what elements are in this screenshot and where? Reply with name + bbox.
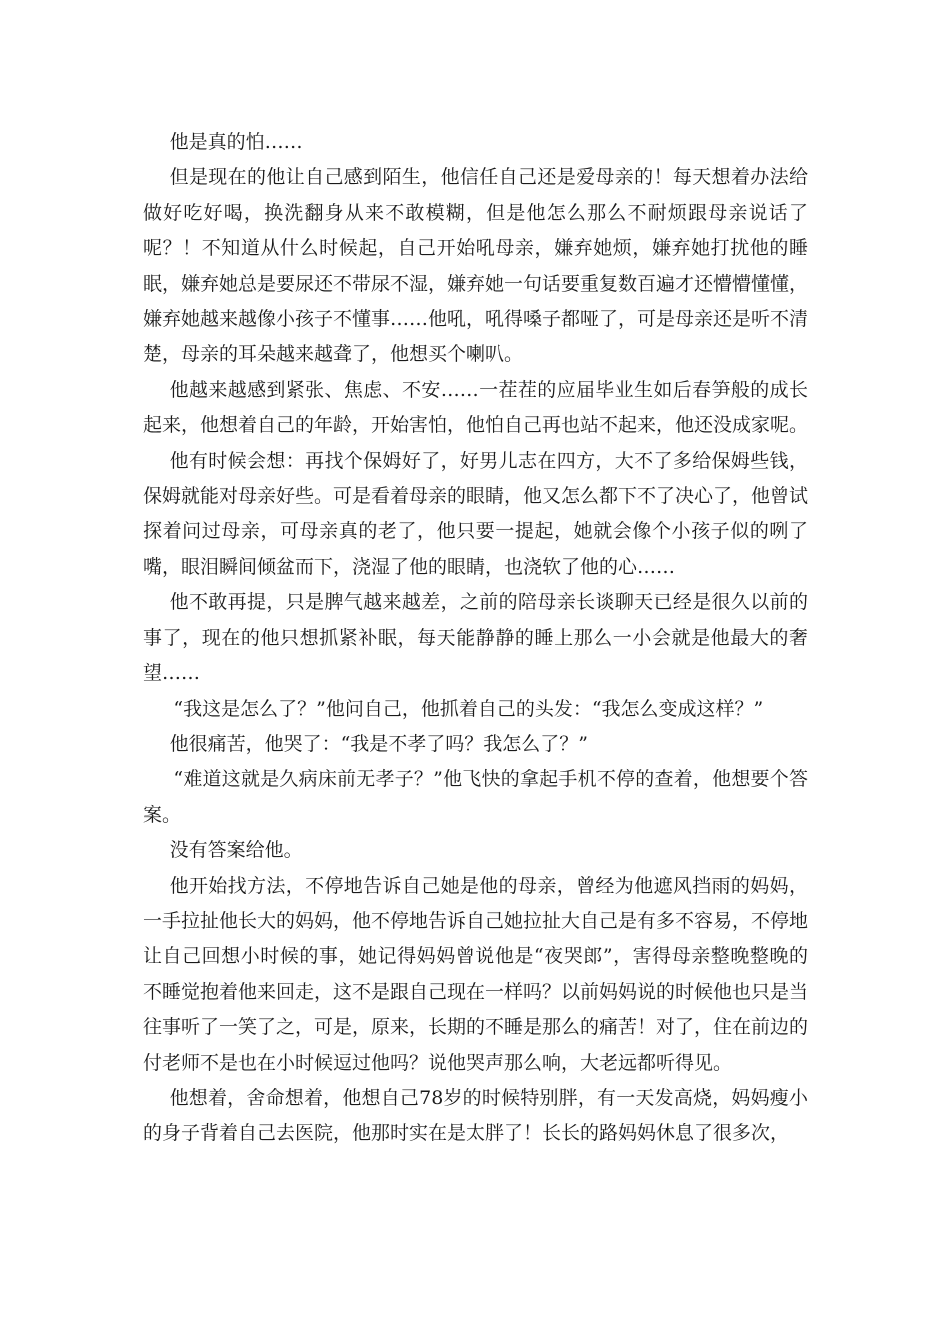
paragraph: “难道这就是久病床前无孝子？”他飞快的拿起手机不停的查着，他想要个答案。	[143, 768, 808, 826]
paragraph: 他越来越感到紧张、焦虑、不安……一茬茬的应届毕业生如后春笋般的成长起来，他想着自己的年龄，开始害怕，他怕自己再也站不起来，他还没成家呢。	[143, 378, 809, 437]
paragraph: “我这是怎么了？”他问自己，他抓着自己的头发：“我怎么变成这样？”	[173, 697, 764, 720]
paragraph: 没有答案给他。	[169, 839, 303, 862]
document-body	[143, 125, 808, 1152]
paragraph: 他开始找方法，不停地告诉自己她是他的母亲，曾经为他遮风挡雨的妈妈，一手拉扯他长大的妈妈，他不停地告诉自己她拉扯大自己是有多不容易，不停地让自己回想小时候的事，她记得妈妈曾说他是“夜哭郎”，害得母亲整晚整晚的不睡觉抱着他来回走，这不是跟自己现在一样吗？以前妈妈说的时候他也只是当往事听了一笑了之，可是，原来，长期的不睡是那么的痛苦！对了，住在前边的付老师不是也在小时候逗过他吗？说他哭声那么响，大老远都听得见。	[143, 874, 809, 1074]
paragraph: 他想着，舍命想着，他想自己78岁的时候特别胖，有一天发高烧，妈妈瘦小的身子背着自己去医院，他那时实在是太胖了！长长的路妈妈休息了很多次，	[143, 1086, 808, 1145]
paragraph: 他是真的怕……	[169, 131, 303, 153]
paragraph: 他有时候会想：再找个保姆好了，好男儿志在四方，大不了多给保姆些钱，保姆就能对母亲好些。可是看着母亲的眼睛，他又怎么都下不了决心了，他曾试探着问过母亲，可母亲真的老了，他只要一提起，她就会像个小孩子似的咧了嘴，眼泪瞬间倾盆而下，浇湿了他的眼睛，也浇软了他的心……	[143, 449, 809, 578]
paragraph: 他不敢再提，只是脾气越来越差，之前的陪母亲长谈聊天已经是很久以前的事了，现在的他只想抓紧补眠，每天能静静的睡上那么一小会就是他最大的奢望……	[143, 591, 808, 685]
paragraph: 但是现在的他让自己感到陌生，他信任自己还是爱母亲的！每天想着办法给做好吃好喝，换洗翻身从来不敢模糊，但是他怎么那么不耐烦跟母亲说话了呢？！不知道从什么时候起，自己开始吼母亲，嫌弃她烦，嫌弃她打扰他的睡眠，嫌弃她总是要尿还不带尿不湿，嫌弃她一句话要重复数百遍才还懵懵懂懂，嫌弃她越来越像小孩子不懂事……他吼，吼得嗓子都哑了，可是母亲还是听不清楚，母亲的耳朵越来越聋了，他想买个喇叭。	[143, 166, 809, 366]
paragraph: 他很痛苦，他哭了：“我是不孝了吗？我怎么了？”	[169, 732, 589, 755]
